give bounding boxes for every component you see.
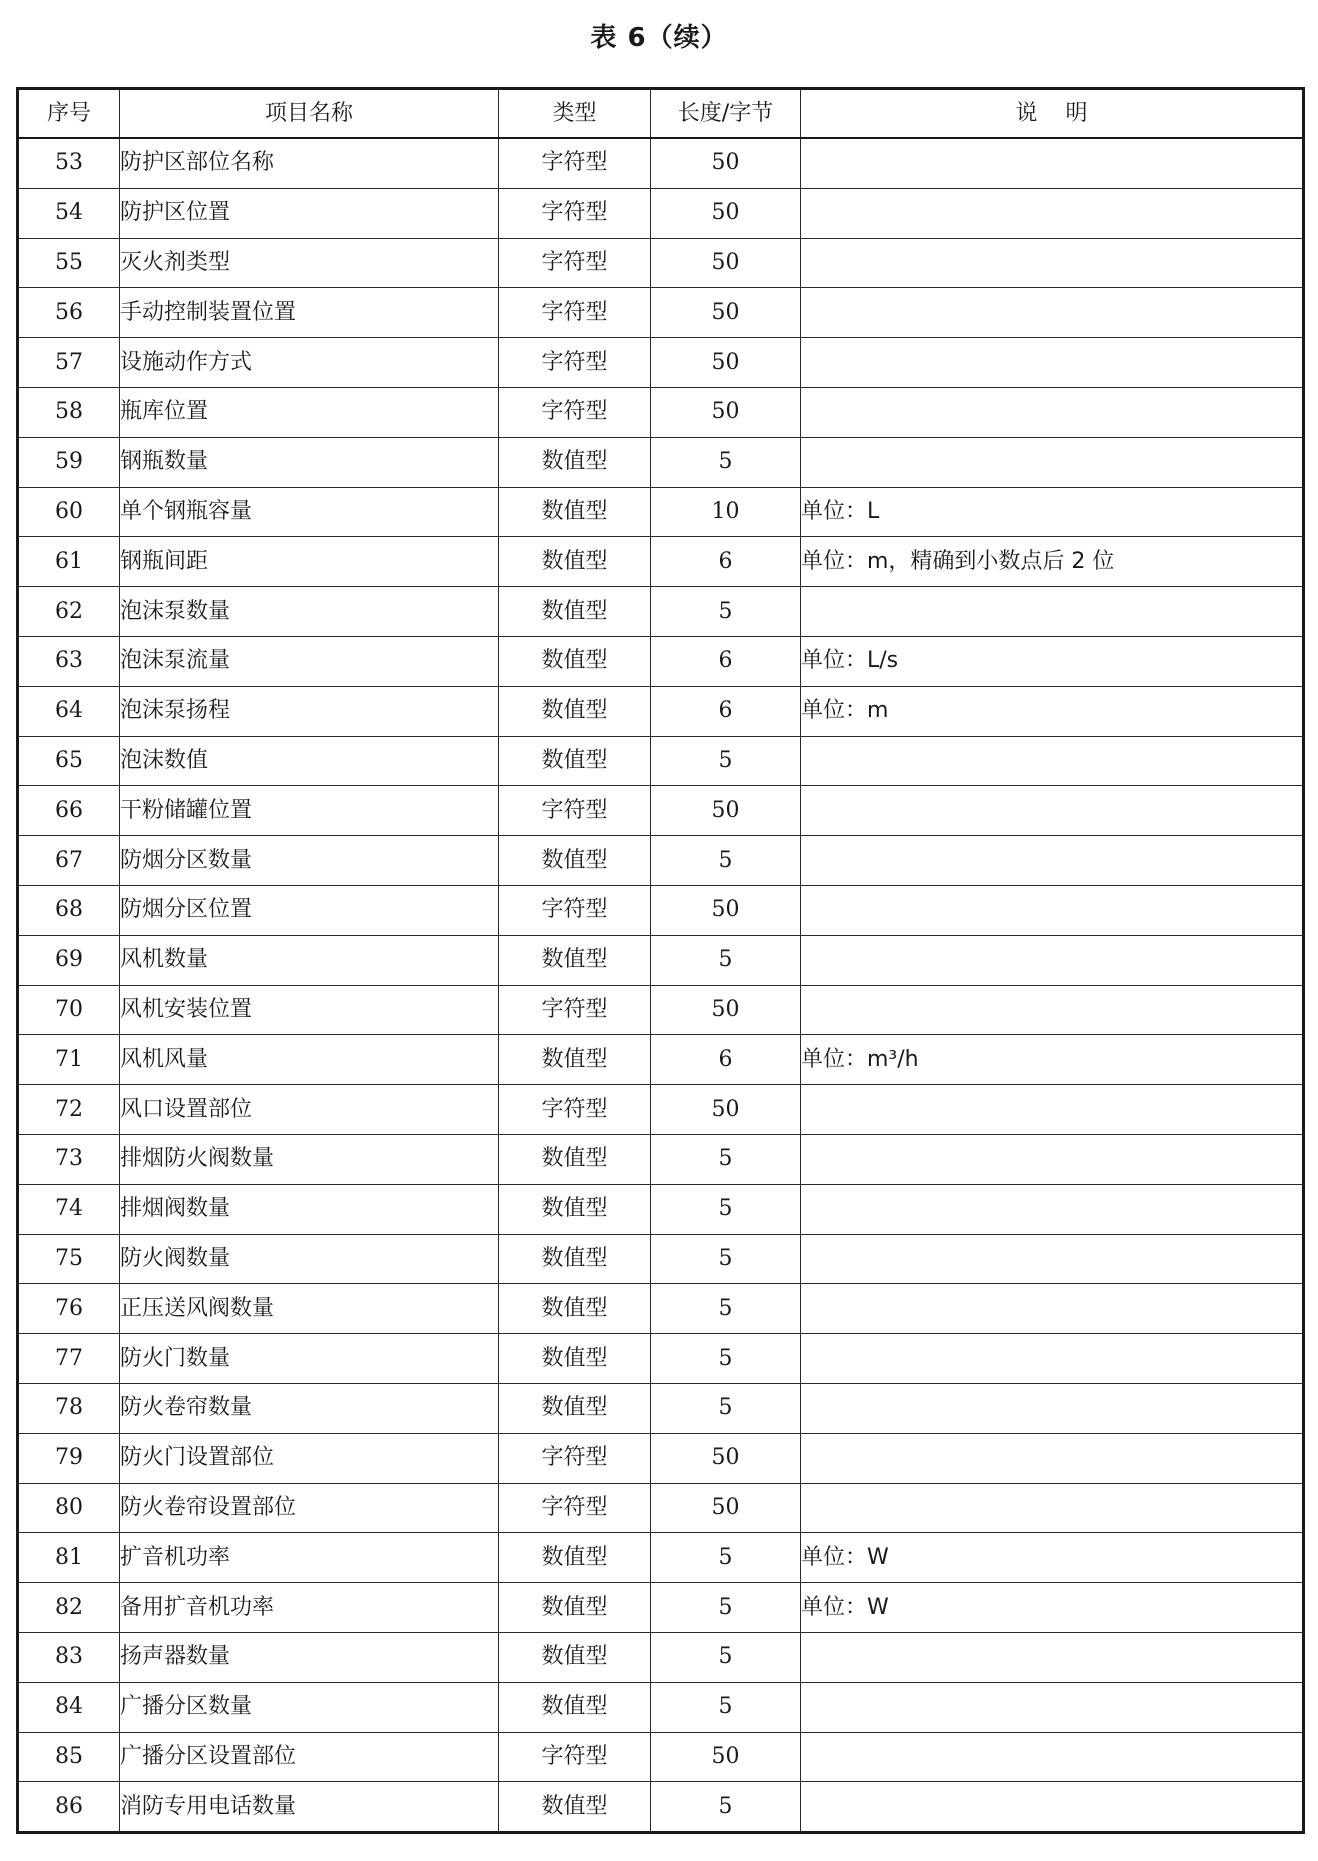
table-row: [18, 338, 1304, 388]
cell-description: [801, 387, 1304, 437]
cell-item-name: 防护区部位名称: [120, 138, 499, 188]
table-row: [18, 935, 1304, 985]
cell-seq: 58: [18, 387, 120, 437]
cell-item-name: 泡沫泵流量: [120, 636, 499, 686]
cell-seq: 67: [18, 836, 120, 886]
cell-type: 数值型: [499, 1383, 651, 1433]
cell-type: 字符型: [499, 786, 651, 836]
cell-type: 数值型: [499, 686, 651, 736]
cell-seq: 53: [18, 138, 120, 188]
cell-description: [801, 587, 1304, 637]
cell-description: [801, 1433, 1304, 1483]
cell-seq: 79: [18, 1433, 120, 1483]
cell-length: 5: [651, 1533, 801, 1583]
cell-description: [801, 885, 1304, 935]
table-row: [18, 537, 1304, 587]
cell-length: 5: [651, 1383, 801, 1433]
cell-length: 5: [651, 1184, 801, 1234]
cell-item-name: 排烟阀数量: [120, 1184, 499, 1234]
table-row: [18, 238, 1304, 288]
table-row: [18, 1334, 1304, 1384]
cell-description: 单位：L/s: [801, 636, 1304, 686]
table-row: [18, 836, 1304, 886]
cell-seq: 84: [18, 1682, 120, 1732]
cell-seq: 66: [18, 786, 120, 836]
cell-seq: 55: [18, 238, 120, 288]
cell-item-name: 防火卷帘数量: [120, 1383, 499, 1433]
cell-type: 数值型: [499, 1583, 651, 1633]
table-row: [18, 736, 1304, 786]
cell-description: [801, 1483, 1304, 1533]
table-body: [18, 138, 1304, 1833]
cell-length: 5: [651, 1334, 801, 1384]
cell-seq: 59: [18, 437, 120, 487]
cell-description: [801, 288, 1304, 338]
cell-seq: 82: [18, 1583, 120, 1633]
cell-type: 字符型: [499, 188, 651, 238]
table-row: [18, 1632, 1304, 1682]
cell-item-name: 广播分区数量: [120, 1682, 499, 1732]
table-row: [18, 1433, 1304, 1483]
cell-description: [801, 1085, 1304, 1135]
cell-seq: 80: [18, 1483, 120, 1533]
cell-length: 50: [651, 1433, 801, 1483]
cell-seq: 54: [18, 188, 120, 238]
cell-seq: 60: [18, 487, 120, 537]
cell-description: 单位：W: [801, 1533, 1304, 1583]
cell-type: 数值型: [499, 636, 651, 686]
cell-seq: 72: [18, 1085, 120, 1135]
table-row: [18, 1533, 1304, 1583]
cell-seq: 68: [18, 885, 120, 935]
cell-type: 数值型: [499, 935, 651, 985]
cell-type: 字符型: [499, 1433, 651, 1483]
cell-description: [801, 985, 1304, 1035]
cell-seq: 64: [18, 686, 120, 736]
cell-length: 10: [651, 487, 801, 537]
column-header-type: 类型: [499, 89, 651, 139]
cell-type: 数值型: [499, 736, 651, 786]
cell-type: 数值型: [499, 1632, 651, 1682]
cell-description: [801, 1134, 1304, 1184]
cell-length: 6: [651, 636, 801, 686]
cell-type: 数值型: [499, 836, 651, 886]
table-row: [18, 387, 1304, 437]
cell-seq: 86: [18, 1782, 120, 1833]
table-header: [18, 89, 1304, 139]
cell-length: 5: [651, 736, 801, 786]
cell-seq: 76: [18, 1284, 120, 1334]
cell-type: 数值型: [499, 1782, 651, 1833]
cell-item-name: 灭火剂类型: [120, 238, 499, 288]
cell-type: 字符型: [499, 985, 651, 1035]
cell-item-name: 防火阀数量: [120, 1234, 499, 1284]
table-row: [18, 437, 1304, 487]
cell-item-name: 防护区位置: [120, 188, 499, 238]
cell-item-name: 手动控制装置位置: [120, 288, 499, 338]
table-row: [18, 686, 1304, 736]
cell-type: 数值型: [499, 1184, 651, 1234]
cell-seq: 74: [18, 1184, 120, 1234]
cell-seq: 71: [18, 1035, 120, 1085]
cell-type: 字符型: [499, 338, 651, 388]
cell-item-name: 泡沫泵数量: [120, 587, 499, 637]
cell-length: 50: [651, 188, 801, 238]
cell-description: [801, 138, 1304, 188]
table-row: [18, 1134, 1304, 1184]
table-row: [18, 1184, 1304, 1234]
cell-length: 5: [651, 1632, 801, 1682]
cell-item-name: 扩音机功率: [120, 1533, 499, 1583]
cell-length: 50: [651, 786, 801, 836]
cell-length: 5: [651, 437, 801, 487]
table-row: [18, 1284, 1304, 1334]
cell-length: 5: [651, 1583, 801, 1633]
cell-description: [801, 1732, 1304, 1782]
cell-type: 数值型: [499, 1334, 651, 1384]
cell-type: 数值型: [499, 1284, 651, 1334]
cell-description: 单位：L: [801, 487, 1304, 537]
cell-item-name: 设施动作方式: [120, 338, 499, 388]
table-row: [18, 587, 1304, 637]
cell-seq: 57: [18, 338, 120, 388]
data-table: [16, 87, 1305, 1834]
cell-item-name: 钢瓶数量: [120, 437, 499, 487]
cell-seq: 65: [18, 736, 120, 786]
cell-length: 5: [651, 587, 801, 637]
cell-length: 50: [651, 985, 801, 1035]
cell-length: 50: [651, 1085, 801, 1135]
cell-type: 字符型: [499, 1732, 651, 1782]
table-row: [18, 188, 1304, 238]
cell-length: 5: [651, 935, 801, 985]
cell-item-name: 风机风量: [120, 1035, 499, 1085]
cell-seq: 56: [18, 288, 120, 338]
cell-type: 字符型: [499, 138, 651, 188]
cell-length: 5: [651, 1284, 801, 1334]
cell-description: [801, 736, 1304, 786]
cell-item-name: 干粉储罐位置: [120, 786, 499, 836]
cell-seq: 62: [18, 587, 120, 637]
cell-type: 数值型: [499, 587, 651, 637]
cell-item-name: 单个钢瓶容量: [120, 487, 499, 537]
cell-item-name: 泡沫数值: [120, 736, 499, 786]
cell-item-name: 风机安装位置: [120, 985, 499, 1035]
cell-type: 字符型: [499, 387, 651, 437]
cell-type: 数值型: [499, 1533, 651, 1583]
cell-description: [801, 437, 1304, 487]
table-row: [18, 636, 1304, 686]
cell-description: [801, 1682, 1304, 1732]
cell-seq: 69: [18, 935, 120, 985]
table-row: [18, 985, 1304, 1035]
table-row: [18, 1234, 1304, 1284]
column-header-length: 长度/字节: [651, 89, 801, 139]
cell-length: 6: [651, 686, 801, 736]
cell-seq: 70: [18, 985, 120, 1035]
table-row: [18, 1383, 1304, 1433]
cell-description: 单位：m: [801, 686, 1304, 736]
cell-type: 数值型: [499, 487, 651, 537]
cell-description: [801, 1184, 1304, 1234]
cell-length: 50: [651, 138, 801, 188]
column-header-name: 项目名称: [120, 89, 499, 139]
cell-length: 5: [651, 1134, 801, 1184]
cell-type: 数值型: [499, 1035, 651, 1085]
cell-description: [801, 836, 1304, 886]
cell-item-name: 备用扩音机功率: [120, 1583, 499, 1633]
cell-description: [801, 338, 1304, 388]
cell-seq: 63: [18, 636, 120, 686]
table-row: [18, 1682, 1304, 1732]
cell-description: [801, 1334, 1304, 1384]
cell-length: 50: [651, 338, 801, 388]
cell-seq: 78: [18, 1383, 120, 1433]
cell-type: 字符型: [499, 885, 651, 935]
cell-item-name: 防烟分区数量: [120, 836, 499, 886]
cell-item-name: 风口设置部位: [120, 1085, 499, 1135]
table-row: [18, 1085, 1304, 1135]
cell-description: [801, 188, 1304, 238]
cell-item-name: 消防专用电话数量: [120, 1782, 499, 1833]
cell-item-name: 钢瓶间距: [120, 537, 499, 587]
column-header-desc: 说 明: [801, 89, 1304, 139]
cell-description: [801, 935, 1304, 985]
cell-seq: 77: [18, 1334, 120, 1384]
cell-seq: 73: [18, 1134, 120, 1184]
cell-length: 50: [651, 1483, 801, 1533]
cell-description: 单位：m³/h: [801, 1035, 1304, 1085]
table-row: [18, 487, 1304, 537]
cell-length: 50: [651, 288, 801, 338]
cell-type: 字符型: [499, 1085, 651, 1135]
cell-description: [801, 786, 1304, 836]
cell-item-name: 瓶库位置: [120, 387, 499, 437]
cell-seq: 81: [18, 1533, 120, 1583]
cell-item-name: 防火卷帘设置部位: [120, 1483, 499, 1533]
cell-description: [801, 1284, 1304, 1334]
header-row: [18, 89, 1304, 139]
table-row: [18, 1583, 1304, 1633]
cell-type: 字符型: [499, 238, 651, 288]
cell-description: 单位：m，精确到小数点后 2 位: [801, 537, 1304, 587]
table-row: [18, 1035, 1304, 1085]
cell-type: 字符型: [499, 1483, 651, 1533]
cell-item-name: 广播分区设置部位: [120, 1732, 499, 1782]
cell-length: 5: [651, 1782, 801, 1833]
cell-description: [801, 238, 1304, 288]
table-row: [18, 1782, 1304, 1833]
table-row: [18, 1483, 1304, 1533]
cell-length: 5: [651, 1234, 801, 1284]
cell-description: [801, 1383, 1304, 1433]
cell-length: 50: [651, 1732, 801, 1782]
cell-length: 6: [651, 1035, 801, 1085]
cell-length: 50: [651, 387, 801, 437]
cell-description: [801, 1782, 1304, 1833]
cell-length: 6: [651, 537, 801, 587]
cell-item-name: 防火门设置部位: [120, 1433, 499, 1483]
cell-type: 数值型: [499, 1234, 651, 1284]
cell-length: 5: [651, 836, 801, 886]
cell-seq: 61: [18, 537, 120, 587]
table-row: [18, 786, 1304, 836]
cell-seq: 85: [18, 1732, 120, 1782]
cell-length: 50: [651, 238, 801, 288]
cell-item-name: 排烟防火阀数量: [120, 1134, 499, 1184]
cell-type: 数值型: [499, 1682, 651, 1732]
table-row: [18, 885, 1304, 935]
table-row: [18, 1732, 1304, 1782]
cell-seq: 75: [18, 1234, 120, 1284]
cell-item-name: 风机数量: [120, 935, 499, 985]
cell-length: 50: [651, 885, 801, 935]
cell-type: 数值型: [499, 437, 651, 487]
cell-seq: 83: [18, 1632, 120, 1682]
table-row: [18, 288, 1304, 338]
cell-type: 数值型: [499, 1134, 651, 1184]
cell-description: [801, 1632, 1304, 1682]
cell-description: [801, 1234, 1304, 1284]
table-row: [18, 138, 1304, 188]
cell-item-name: 防火门数量: [120, 1334, 499, 1384]
cell-item-name: 泡沫泵扬程: [120, 686, 499, 736]
cell-item-name: 防烟分区位置: [120, 885, 499, 935]
cell-length: 5: [651, 1682, 801, 1732]
cell-description: 单位：W: [801, 1583, 1304, 1633]
page-title: 表 6（续）: [590, 23, 728, 53]
cell-item-name: 正压送风阀数量: [120, 1284, 499, 1334]
cell-type: 数值型: [499, 537, 651, 587]
column-header-seq: 序号: [18, 89, 120, 139]
cell-type: 字符型: [499, 288, 651, 338]
cell-item-name: 扬声器数量: [120, 1632, 499, 1682]
